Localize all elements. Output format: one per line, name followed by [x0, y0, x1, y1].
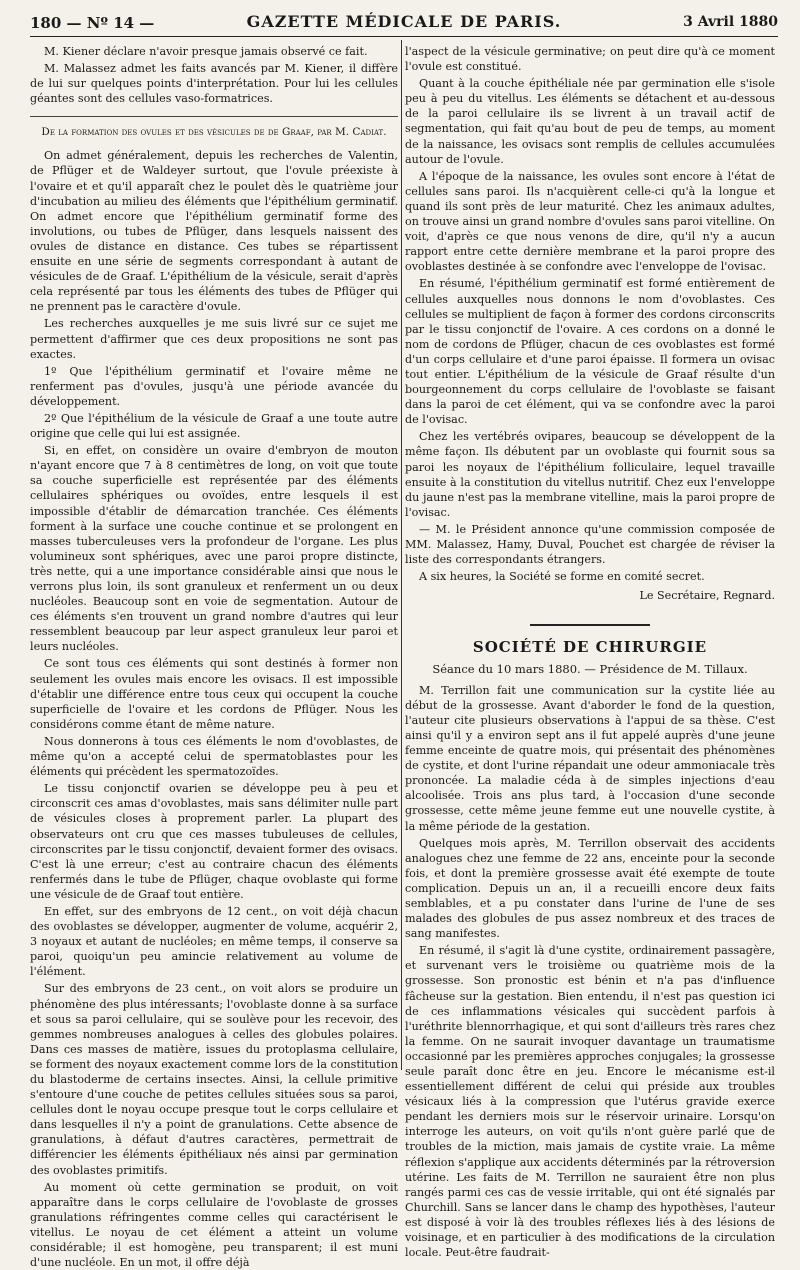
- right-column: [405, 44, 775, 1260]
- paragraph: Si, en effet, on considère un ovaire d'embryon de mouton n'ayant encore que 7 à 8 centimètres de long, on voit que toute sa couche superficielle est représentée par des éléments cellulaires sphériques ou ovoïdes, entre lesquels il est impossible d'établir de démarcation tranchée. Ces éléments forment à la surface une couche continue et se prolongent en masses tuberculeuses vers la profondeur de l'organe. Les plus volumineux sont sphériques, avec une paroi propre distincte, très nette, qui a une importance considérable ainsi que nous le verrons plus loin, ils sont granuleux et renferment un ou deux nucléoles. Beaucoup sont en voie de segmentation. Autour de ces éléments s'en trouvent un grand nombre d'autres qui leur ressemblent beaucoup par leur aspect granuleux leur paroi et leurs nucléoles.: [30, 444, 398, 654]
- paragraph: Ce sont tous ces éléments qui sont destinés à former non seulement les ovules mais encore les ovisacs. Il est impossible d'établir une différence entre tous ceux qui occupent la couche superficielle de l'ovaire et les cordons de Pflüger. Nous les considérons comme étant de même nature.: [30, 657, 398, 731]
- paragraph: En résumé, il s'agit là d'une cystite, ordinairement passagère, et survenant vers le troisième ou quatrième mois de la grossesse. Son pronostic est bénin et n'a pas d'influence fâcheuse sur la gestation. Bien entendu, il n'est pas question ici de ces inflammations vésicales qui succèdent parfois à l'uréthrite blennorrhagique, et qui sont d'ailleurs très rares chez la femme. On ne saurait invoquer davantage un traumatisme occasionné par les premières approches conjugales; la grossesse seule paraît donc être en jeu. Encore le mécanisme est-il essentiellement différent de celui qui préside aux troubles vésicaux liés à la compression que l'utérus gravide exerce pendant les derniers mois sur le réservoir urinaire. Lorsqu'on interroge les auteurs, on voit qu'ils n'ont guère parlé que de troubles de la miction, mais jamais de cystite vraie. La même réflexion s'applique aux accidents déterminés par la rétroversion utérine. Les faits de M. Terrillon ne sauraient être non plus rangés parmi ces cas de vessie irritable, qui ont été signalés par Churchill. Sans se lancer dans le champ des hypothèses, l'auteur est disposé à voir là des troubles réflexes liés à des lésions de voisinage, et en particulier à des modifications de la circulation locale. Peut-être faudrait-: [405, 944, 775, 1260]
- article-title: De la formation des ovules et des vésicules de de Graaf, par M. Cadiat.: [30, 116, 398, 140]
- section-rule: [405, 615, 775, 630]
- paragraph: M. Kiener déclare n'avoir presque jamais observé ce fait.: [44, 45, 368, 58]
- paragraph: Les recherches auxquelles je me suis livré sur ce sujet me permettent d'affirmer que ces deux propositions ne sont pas exactes.: [30, 317, 398, 361]
- issue-date: 3 Avril 1880: [683, 14, 778, 30]
- society-heading: SOCIÉTÉ DE CHIRURGIE: [472, 638, 708, 657]
- paragraph: Au moment où cette germination se produit, on voit apparaître dans le corps cellulaire de l'ovoblaste de grosses granulations réfringentes comme celles qui caractérisent le vitellus. Le noyau de cet élément a atteint un volume considérable; il est homogène, peu transparent; il est muni d'une nucléole. En un mot, il offre déjà: [30, 1180, 398, 1270]
- paragraph: Sur des embryons de 23 cent., on voit alors se produire un phénomène des plus intéressants; l'ovoblaste donne à sa surface et sous sa paroi cellulaire, qui se soulève pour les recevoir, des gemmes nombreuses analogues à celles des globules polaires. Dans ces masses de matière, issues du protoplasma cellulaire, se forment des noyaux exactement comme lors de la constitution du blastoderme de certains insectes. Ainsi, la cellule primitive s'entoure d'une couche de petites cellules situées sous sa paroi, cellules dont le noyau occupe presque tout le corps cellulaire et dans lesquelles il n'y a point de granulations. Cette absence de granulations, à défaut d'autres caractères, permettrait de différencier les éléments épithéliaux nés ainsi par germination des ovoblastes primitifs.: [30, 982, 398, 1177]
- paragraph: Nous donnerons à tous ces éléments le nom d'ovoblastes, de même qu'on a accepté celui de spermatoblastes pour les éléments qui précèdent les spermatozoïdes.: [30, 734, 398, 779]
- page-number: 180 — Nº 14 —: [30, 14, 155, 32]
- paragraph: 2º Que l'épithélium de la vésicule de Graaf a une toute autre origine que celle qui lui est assignée.: [30, 411, 398, 441]
- paragraph: Quant à la couche épithéliale née par germination elle s'isole peu à peu du vitellus. Les éléments se détachent et au-dessous de la paroi cellulaire ils se livrent à un travail actif de segmentation, qui fait qu'au bout de peu de temps, au moment de la naissance, les ovisacs sont remplis de cellules accumulées autour de l'ovule.: [405, 77, 775, 166]
- paragraph: En résumé, l'épithélium germinatif est formé entièrement de cellules auxquelles nous donnons le nom d'ovoblastes. Ces cellules se multiplient de façon à former des cordons circonscrits par le tissu conjonctif de l'ovaire. A ces cordons on a donné le nom de cordons de Pflüger, chacun de ces ovoblastes est formé d'un corps cellulaire et d'une paroi épaisse. Il formera un ovisac tout entier. L'épithélium de la vésicule de Graaf résulte d'un bourgeonnement du corps cellulaire de l'ovoblaste se faisant dans la paroi de cet élément, qui va se confondre avec la paroi de l'ovisac.: [405, 277, 775, 427]
- paragraph: On admet généralement, depuis les recherches de Valentin, de Pflüger et de Waldeyer surtout, que l'ovule préexiste à l'ovaire et et qu'il apparaît chez le poulet dès le quatrième jour d'incubation au milieu des éléments que l'épithélium germinatif. On admet encore que l'épithélium germinatif forme des involutions, ou tubes de Pflüger, dans lesquels naissent des ovules de distance en distance. Ces tubes se répartissent ensuite en une série de segments correspondant à autant de vésicules de de Graaf. L'épithélium de la vésicule, serait d'après cela représenté par tous les éléments des tubes de Pflüger qui ne prennent pas le caractère d'ovule.: [30, 149, 398, 314]
- paragraph: 1º Que l'épithélium germinatif et l'ovaire même ne renferment pas d'ovules, jusqu'à une période avancée du développement.: [30, 364, 398, 408]
- secretary-signature: Le Secrétaire, Regnard.: [639, 589, 775, 603]
- column-divider: [401, 40, 402, 1070]
- paragraph: En effet, sur des embryons de 12 cent., on voit déjà chacun des ovoblastes se développer, augmenter de volume, acquérir 2, 3 noyaux et autant de nucléoles; en même temps, il conserve sa paroi, quoiqu'un peu amincie relativement au volume de l'élément.: [30, 904, 398, 979]
- paragraph: Le tissu conjonctif ovarien se développe peu à peu et circonscrit ces amas d'ovoblastes, mais sans délimiter nulle part de vésicules closes à proprement parler. La plupart des observateurs ont cru que ces masses tubuleuses de cellules, circonscrites par le tissu conjonctif, devaient former des ovisacs. C'est là une erreur; c'est au contraire chacun des éléments renfermés dans le tube de Pflüger, chaque ovoblaste qui forme une vésicule de de Graaf tout entière.: [30, 782, 398, 901]
- paragraph: A l'époque de la naissance, les ovules sont encore à l'état de cellules sans paroi. Ils n'acquièrent celle-ci qu'à la longue et quand ils sont près de leur maturité. Chez les animaux adultes, on trouve ainsi un grand nombre d'ovules sans paroi vitelline. On voit, d'après ce que nous venons de dire, qu'il n'y a aucun rapport entre cette dernière membrane et la paroi propre des ovoblastes destinée à se confondre avec l'enveloppe de l'ovisac.: [405, 169, 775, 274]
- page-header: [30, 10, 778, 37]
- paragraph: l'aspect de la vésicule germinative; on peut dire qu'à ce moment l'ovule est constitué.: [405, 45, 775, 74]
- paragraph: Quelques mois après, M. Terrillon observait des accidents analogues chez une femme de 22 ans, enceinte pour la seconde fois, et dont la première grossesse avait été exempte de toute complication. Depuis un an, il a recueilli encore deux faits semblables, et a pu constater dans l'urine de l'une de ses malades des globules de pus assez nombreux et des traces de sang manifestes.: [405, 836, 775, 941]
- paragraph: Chez les vertébrés ovipares, beaucoup se développent de la même façon. Ils débutent par un ovoblaste qui fournit sous sa paroi les noyaux de l'épithélium folliculaire, lequel travaille ensuite à la constitution du vitellus nutritif. Chez eux l'enveloppe du jaune n'est pas la membrane vitelline, mais la paroi propre de l'ovisac.: [405, 430, 775, 519]
- session-line: Séance du 10 mars 1880. — Présidence de M. Tillaux.: [432, 661, 748, 676]
- paragraph: M. Malassez admet les faits avancés par M. Kiener, il diffère de lui sur quelques points d'interprétation. Pour lui les cellules géantes sont des cellules vaso-formatrices.: [30, 62, 398, 106]
- paragraph: M. Terrillon fait une communication sur la cystite liée au début de la grossesse. Avant d'aborder le fond de la question, l'auteur cite plusieurs observations à l'appui de sa thèse. C'est ainsi qu'il y a environ sept ans il fut appelé auprès d'une jeune femme enceinte de quatre mois, qui présentait des phénomènes de cystite, et dont l'urine répandait une odeur ammoniacale très prononcée. La maladie céda à de simples injections d'eau alcoolisée. Trois ans plus tard, à l'occasion d'une seconde grossesse, cette même jeune femme eut une nouvelle cystite, à la même période de la gestation.: [405, 683, 775, 833]
- paragraph: — M. le Président annonce qu'une commission composée de MM. Malassez, Hamy, Duval, Pouchet est chargée de réviser la liste des correspondants étrangers.: [405, 522, 775, 567]
- paragraph: A six heures, la Société se forme en comité secret.: [419, 570, 705, 584]
- left-column: [30, 44, 398, 1270]
- journal-title: GAZETTE MÉDICALE DE PARIS.: [246, 12, 562, 31]
